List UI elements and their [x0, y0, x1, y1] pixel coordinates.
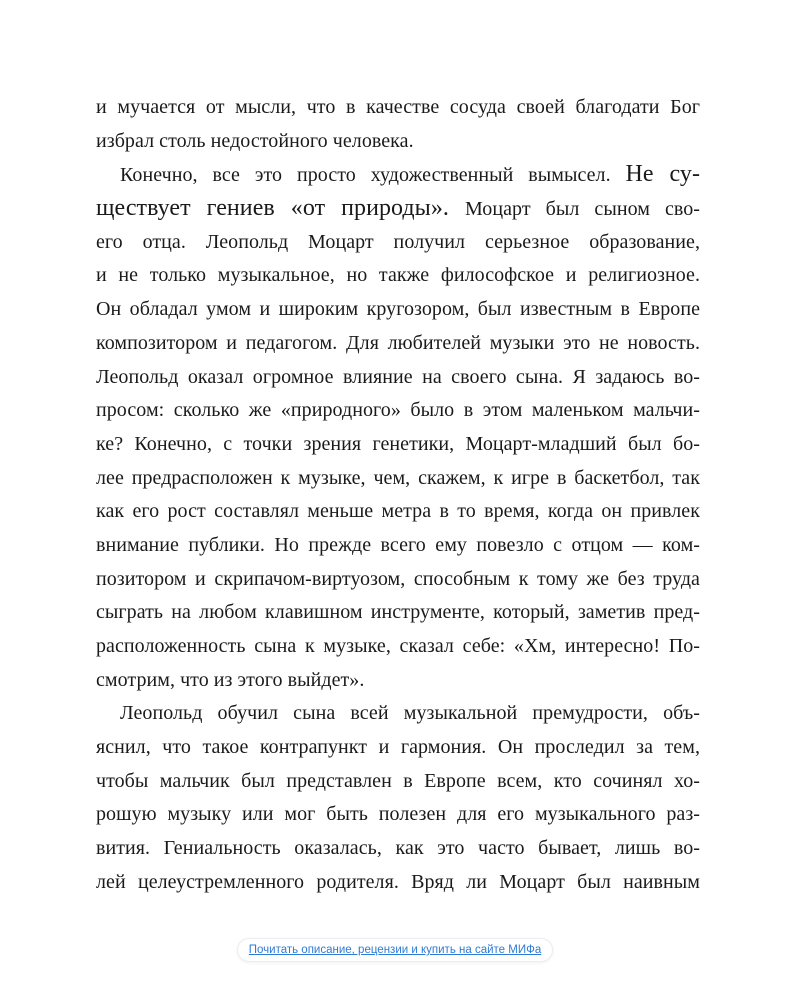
text-line: лей целеустремленного родителя. Вряд ли Моцарт был наивным: [96, 870, 700, 893]
text-line: Леопольд оказал огромное влияние на своего сына. Я задаюсь во-: [96, 365, 700, 388]
text-line: [96, 192, 700, 226]
text-line: [96, 158, 700, 192]
body-text: [96, 91, 700, 900]
text-line: внимание публики. Но прежде всего ему повезло с отцом — ком-: [96, 533, 700, 556]
text-line: рошую музыку или мог быть полезен для его музыкального раз-: [96, 803, 700, 826]
text-line: яснил, что такое контрапункт и гармония. Он проследил за тем,: [96, 736, 700, 759]
text-line: его отца. Леопольд Моцарт получил серьезное образование,: [96, 230, 700, 253]
text-fragment: Моцарт был сыном сво-: [464, 198, 700, 221]
text-fragment: Конечно, все это просто художественный вымысел.: [120, 164, 626, 187]
buy-on-mif-link[interactable]: Почитать описание, рецензии и купить на сайте МИФа: [237, 938, 553, 962]
text-line: композитором и педагогом. Для любителей музыки это не новость.: [96, 331, 700, 354]
text-line: и мучается от мысли, что в качестве сосуда своей благодати Бог: [96, 96, 700, 118]
text-line: смотрим, что из этого выйдет».: [96, 668, 365, 691]
text-line: сыграть на любом клавишном инструменте, который, заметив пред-: [96, 601, 700, 624]
text-line: Он обладал умом и широким кругозором, был известным в Европе: [96, 298, 700, 321]
text-line: ке? Конечно, с точки зрения генетики, Моцарт-младший был бо-: [96, 432, 700, 455]
text-line: избрал столь недостойного человека.: [96, 129, 414, 152]
text-line: и не только музыкальное, но также философское и религиозное.: [96, 264, 700, 287]
text-line: вития. Гениальность оказалась, как это часто бывает, лишь во-: [96, 837, 700, 860]
text-line: Леопольд обучил сына всей музыкальной премудрости, объ-: [120, 702, 700, 725]
emphasis-fragment: Не су-: [625, 161, 700, 188]
text-line: позитором и скрипачом-виртуозом, способным к тому же без труда: [96, 567, 700, 590]
text-line: расположенность сына к музыке, сказал себе: «Хм, интересно! По-: [96, 635, 700, 657]
text-line: лее предрасположен к музыке, чем, скажем, к игре в баскетбол, так: [96, 466, 700, 489]
text-line: как его рост составлял меньше метра в то время, когда он привлек: [96, 500, 700, 523]
emphasis-fragment: ществует гениев «от природы».: [96, 195, 465, 222]
text-line: чтобы мальчик был представлен в Европе всем, кто сочинял хо-: [96, 769, 700, 792]
text-line: просом: сколько же «природного» было в этом маленьком мальчи-: [96, 399, 700, 422]
